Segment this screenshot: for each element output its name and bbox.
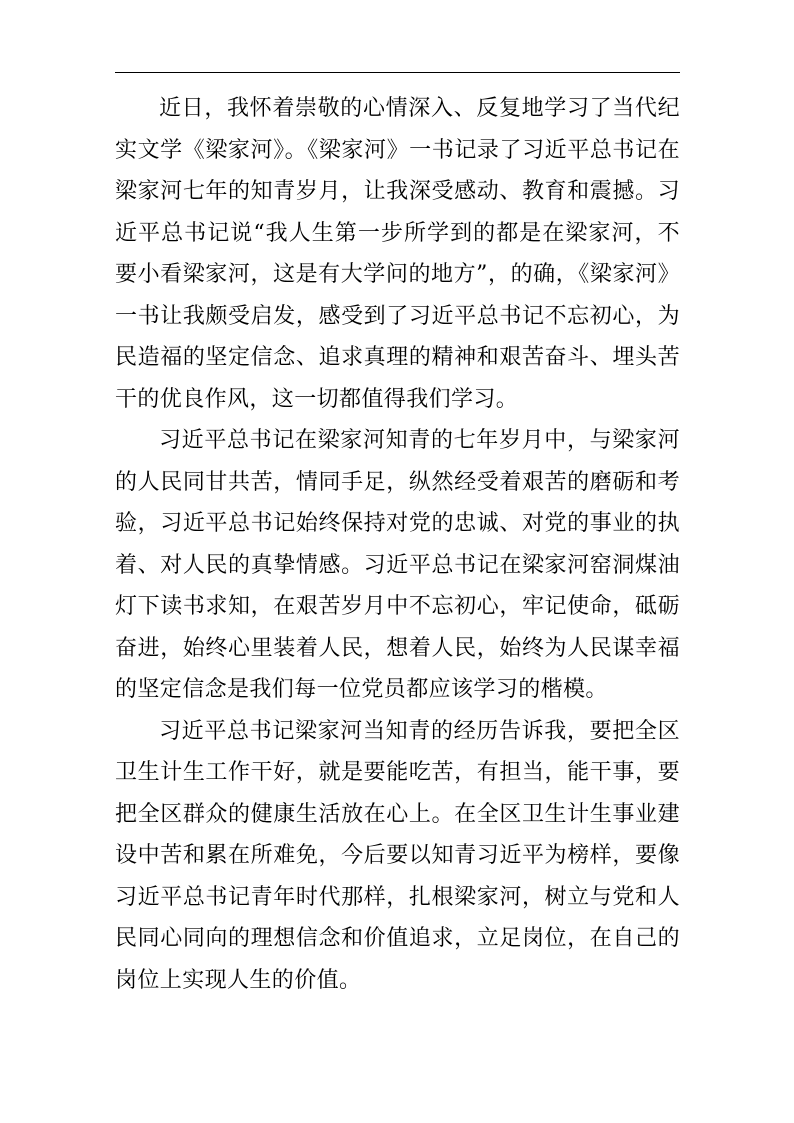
header-rule — [115, 72, 680, 73]
document-body — [115, 88, 680, 1001]
paragraph-1: 近日，我怀着崇敬的心情深入、反复地学习了当代纪实文学《梁家河》。《梁家河》一书记录了习近平总书记在梁家河七年的知青岁月，让我深受感动、教育和震撼。习近平总书记说“我人生第一步所学到的都是在梁家河，不要小看梁家河，这是有大学问的地方”，的确，《梁家河》一书让我颇受启发，感受到了习近平总书记不忘初心，为民造福的坚定信念、追求真理的精神和艰苦奋斗、埋头苦干的优良作风，这一切都值得我们学习。 — [115, 96, 680, 412]
paragraph-3: 习近平总书记梁家河当知青的经历告诉我，要把全区卫生计生工作干好，就是要能吃苦，有担当，能干事，要把全区群众的健康生活放在心上。在全区卫生计生事业建设中苦和累在所难免，今后要以知青习近平为榜样，要像习近平总书记青年时代那样，扎根梁家河，树立与党和人民同心同向的理想信念和价值追求，立足岗位，在自己的岗位上实现人生的价值。 — [115, 718, 680, 993]
paragraph-2: 习近平总书记在梁家河知青的七年岁月中，与梁家河的人民同甘共苦，情同手足，纵然经受着艰苦的磨砺和考验，习近平总书记始终保持对党的忠诚、对党的事业的执着、对人民的真挚情感。习近平总书记在梁家河窑洞煤油灯下读书求知，在艰苦岁月中不忘初心，牢记使命，砥砺奋进，始终心里装着人民，想着人民，始终为人民谋幸福的坚定信念是我们每一位党员都应该学习的楷模。 — [115, 428, 680, 702]
